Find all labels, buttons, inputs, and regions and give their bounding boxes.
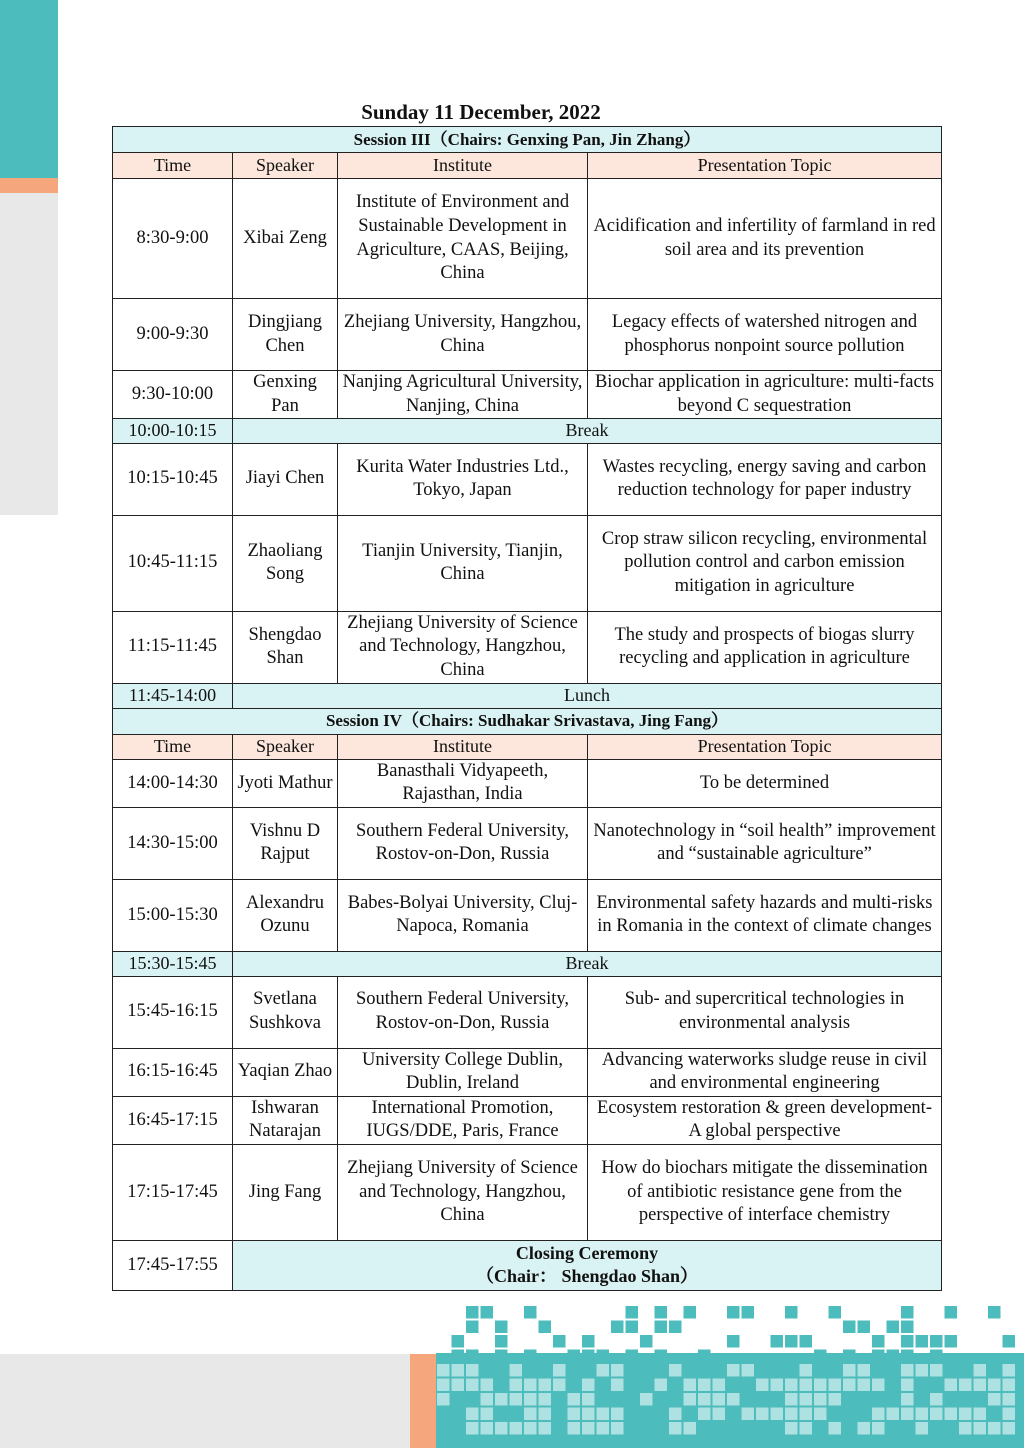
- talk-time: 9:30-10:00: [113, 371, 233, 419]
- header-topic: Presentation Topic: [588, 153, 942, 179]
- pattern-square: [568, 1350, 581, 1363]
- pattern-square: [466, 1364, 479, 1377]
- page-title: Sunday 11 December, 2022: [361, 100, 601, 124]
- pattern-square: [582, 1408, 595, 1421]
- pattern-square: [858, 1321, 871, 1334]
- header-topic: Presentation Topic: [588, 734, 942, 759]
- pattern-square: [481, 1379, 494, 1392]
- pattern-square: [872, 1350, 885, 1363]
- pattern-square: [698, 1350, 711, 1363]
- talk-time: 11:15-11:45: [113, 611, 233, 683]
- pattern-square: [872, 1379, 885, 1392]
- talk-time: 10:45-11:15: [113, 515, 233, 611]
- pattern-square: [901, 1306, 914, 1319]
- talk-time: 16:45-17:15: [113, 1096, 233, 1144]
- pattern-square: [800, 1408, 813, 1421]
- pattern-square: [727, 1364, 740, 1377]
- pattern-square: [800, 1379, 813, 1392]
- decorative-orange-block: [410, 1354, 436, 1448]
- pattern-square: [829, 1393, 842, 1406]
- pattern-square: [510, 1379, 523, 1392]
- pattern-square: [916, 1422, 929, 1435]
- schedule-table: [112, 126, 942, 1291]
- pattern-square: [626, 1321, 639, 1334]
- break-row: [113, 419, 942, 444]
- pattern-square: [814, 1408, 827, 1421]
- pattern-square: [466, 1306, 479, 1319]
- pattern-square: [452, 1335, 465, 1348]
- pattern-square: [785, 1393, 798, 1406]
- pattern-square: [466, 1422, 479, 1435]
- header-time: Time: [113, 153, 233, 179]
- talk-institute: Zhejiang University of Science and Technology, Hangzhou, China: [338, 1144, 588, 1240]
- pattern-square: [611, 1379, 624, 1392]
- pattern-square: [916, 1335, 929, 1348]
- pattern-square: [974, 1408, 987, 1421]
- table-row: [113, 443, 942, 515]
- pattern-square: [872, 1408, 885, 1421]
- pattern-square: [988, 1422, 1001, 1435]
- pattern-square: [553, 1379, 566, 1392]
- pattern-square: [988, 1393, 1001, 1406]
- column-header-row: [113, 153, 942, 179]
- table-row: [113, 1096, 942, 1144]
- pattern-square: [916, 1364, 929, 1377]
- pattern-square: [437, 1393, 450, 1406]
- pattern-square: [1003, 1379, 1016, 1392]
- pattern-square: [756, 1379, 769, 1392]
- pattern-square: [974, 1364, 987, 1377]
- talk-institute: Banasthali Vidyapeeth, Rajasthan, India: [338, 759, 588, 807]
- pattern-square: [843, 1379, 856, 1392]
- pattern-square: [1003, 1335, 1016, 1348]
- pattern-square: [930, 1335, 943, 1348]
- break-label: Break: [233, 419, 942, 444]
- column-header-row: [113, 734, 942, 759]
- talk-institute: International Promotion, IUGS/DDE, Paris, France: [338, 1096, 588, 1144]
- talk-speaker: Ishwaran Natarajan: [233, 1096, 338, 1144]
- talk-institute: Southern Federal University, Rostov-on-Don, Russia: [338, 976, 588, 1048]
- talk-speaker: Dingjiang Chen: [233, 299, 338, 371]
- pattern-square: [727, 1306, 740, 1319]
- pattern-square: [669, 1422, 682, 1435]
- pattern-square: [466, 1321, 479, 1334]
- talk-time: 15:45-16:15: [113, 976, 233, 1048]
- pattern-square: [582, 1393, 595, 1406]
- lunch-label: Lunch: [233, 683, 942, 708]
- pattern-square: [901, 1393, 914, 1406]
- talk-time: 8:30-9:00: [113, 179, 233, 299]
- table-row: [113, 179, 942, 299]
- session-header-row: [113, 127, 942, 153]
- pattern-square: [568, 1422, 581, 1435]
- pattern-square: [785, 1335, 798, 1348]
- pattern-square: [887, 1408, 900, 1421]
- pattern-square: [872, 1335, 885, 1348]
- pattern-square: [771, 1335, 784, 1348]
- pattern-square: [669, 1321, 682, 1334]
- pattern-square: [466, 1408, 479, 1421]
- talk-topic: Acidification and infertility of farmland in red soil area and its prevention: [588, 179, 942, 299]
- pattern-square: [698, 1393, 711, 1406]
- pattern-square: [669, 1408, 682, 1421]
- pattern-square: [756, 1408, 769, 1421]
- pattern-square: [655, 1350, 668, 1363]
- pattern-square: [626, 1350, 639, 1363]
- pattern-square: [930, 1350, 943, 1363]
- pattern-square: [959, 1379, 972, 1392]
- talk-topic: Advancing waterworks sludge reuse in civil and environmental engineering: [588, 1048, 942, 1096]
- pattern-square: [988, 1379, 1001, 1392]
- talk-institute: Nanjing Agricultural University, Nanjing, China: [338, 371, 588, 419]
- talk-institute: Zhejiang University, Hangzhou, China: [338, 299, 588, 371]
- lunch-time: 11:45-14:00: [113, 683, 233, 708]
- pattern-square: [785, 1379, 798, 1392]
- lunch-row: [113, 683, 942, 708]
- talk-speaker: Yaqian Zhao: [233, 1048, 338, 1096]
- talk-topic: The study and prospects of biogas slurry recycling and application in agriculture: [588, 611, 942, 683]
- pattern-square: [684, 1393, 697, 1406]
- pattern-square: [974, 1379, 987, 1392]
- pattern-square: [669, 1364, 682, 1377]
- pattern-square: [742, 1306, 755, 1319]
- pattern-square: [901, 1364, 914, 1377]
- talk-time: 17:15-17:45: [113, 1144, 233, 1240]
- pattern-square: [539, 1321, 552, 1334]
- pattern-square: [713, 1393, 726, 1406]
- pattern-square: [930, 1393, 943, 1406]
- talk-topic: Wastes recycling, energy saving and carbon reduction technology for paper industry: [588, 443, 942, 515]
- pattern-square: [582, 1350, 595, 1363]
- pattern-square: [495, 1422, 508, 1435]
- talk-institute: Zhejiang University of Science and Technology, Hangzhou, China: [338, 611, 588, 683]
- pattern-square: [843, 1350, 856, 1363]
- talk-time: 9:00-9:30: [113, 299, 233, 371]
- pattern-square: [858, 1379, 871, 1392]
- pattern-square: [1003, 1364, 1016, 1377]
- table-row: [113, 879, 942, 951]
- pattern-square: [843, 1321, 856, 1334]
- talk-speaker: Svetlana Sushkova: [233, 976, 338, 1048]
- table-row: [113, 807, 942, 879]
- talk-speaker: Jyoti Mathur: [233, 759, 338, 807]
- table-row: [113, 515, 942, 611]
- talk-institute: Kurita Water Industries Ltd., Tokyo, Japan: [338, 443, 588, 515]
- decorative-orange-stripe: [0, 178, 58, 193]
- pattern-square: [452, 1350, 465, 1363]
- pattern-square: [800, 1364, 813, 1377]
- pattern-square: [858, 1422, 871, 1435]
- pattern-square: [814, 1350, 827, 1363]
- pattern-square: [568, 1393, 581, 1406]
- pattern-square: [655, 1321, 668, 1334]
- pattern-square: [539, 1422, 552, 1435]
- pattern-square: [713, 1379, 726, 1392]
- pattern-square: [582, 1379, 595, 1392]
- talk-topic: Biochar application in agriculture: multi-facts beyond C sequestration: [588, 371, 942, 419]
- pattern-square: [785, 1408, 798, 1421]
- pattern-square: [524, 1408, 537, 1421]
- pattern-square: [727, 1335, 740, 1348]
- pattern-square: [568, 1408, 581, 1421]
- pattern-square: [437, 1379, 450, 1392]
- talk-topic: Nanotechnology in “soil health” improvement and “sustainable agriculture”: [588, 807, 942, 879]
- pattern-square: [524, 1422, 537, 1435]
- pattern-square: [481, 1408, 494, 1421]
- talk-time: 14:30-15:00: [113, 807, 233, 879]
- pattern-square: [481, 1393, 494, 1406]
- table-row: [113, 1048, 942, 1096]
- pattern-square: [597, 1422, 610, 1435]
- pattern-square: [814, 1379, 827, 1392]
- pattern-square: [640, 1335, 653, 1348]
- break-time: 15:30-15:45: [113, 951, 233, 976]
- pattern-square: [524, 1393, 537, 1406]
- break-label: Break: [233, 951, 942, 976]
- talk-institute: Southern Federal University, Rostov-on-Don, Russia: [338, 807, 588, 879]
- talk-time: 16:15-16:45: [113, 1048, 233, 1096]
- pattern-square: [495, 1393, 508, 1406]
- header-time: Time: [113, 734, 233, 759]
- pattern-square: [582, 1422, 595, 1435]
- session-title: Session III（Chairs: Genxing Pan, Jin Zhang）: [113, 127, 942, 153]
- closing-ceremony: [233, 1240, 942, 1290]
- pattern-square: [713, 1408, 726, 1421]
- talk-topic: Legacy effects of watershed nitrogen and phosphorus nonpoint source pollution: [588, 299, 942, 371]
- pattern-square: [655, 1306, 668, 1319]
- pattern-square: [800, 1422, 813, 1435]
- pattern-square: [611, 1364, 624, 1377]
- talk-speaker: Shengdao Shan: [233, 611, 338, 683]
- pattern-square: [800, 1335, 813, 1348]
- pattern-square: [626, 1306, 639, 1319]
- talk-speaker: Alexandru Ozunu: [233, 879, 338, 951]
- talk-time: 15:00-15:30: [113, 879, 233, 951]
- header-institute: Institute: [338, 734, 588, 759]
- talk-speaker: Genxing Pan: [233, 371, 338, 419]
- pattern-square: [959, 1408, 972, 1421]
- break-row: [113, 951, 942, 976]
- closing-chair: （Chair： Shengdao Shan）: [475, 1266, 699, 1287]
- pattern-square: [466, 1379, 479, 1392]
- pattern-square: [800, 1393, 813, 1406]
- talk-topic: Crop straw silicon recycling, environmental pollution control and carbon emission mitigation in agriculture: [588, 515, 942, 611]
- pattern-square: [524, 1350, 537, 1363]
- closing-time: 17:45-17:55: [113, 1240, 233, 1290]
- pattern-square: [901, 1379, 914, 1392]
- pattern-square: [698, 1379, 711, 1392]
- pattern-square: [916, 1408, 929, 1421]
- table-row: [113, 1144, 942, 1240]
- session-header-row: [113, 708, 942, 734]
- pattern-square: [945, 1408, 958, 1421]
- talk-topic: How do biochars mitigate the dissemination of antibiotic resistance gene from the perspective of interface chemistry: [588, 1144, 942, 1240]
- pattern-square: [843, 1364, 856, 1377]
- pattern-square: [539, 1393, 552, 1406]
- pattern-square: [771, 1408, 784, 1421]
- pattern-square: [945, 1306, 958, 1319]
- pattern-square: [611, 1321, 624, 1334]
- talk-speaker: Zhaoliang Song: [233, 515, 338, 611]
- decorative-pixel-pattern: [436, 1305, 1024, 1448]
- pattern-square: [539, 1408, 552, 1421]
- pattern-square: [524, 1306, 537, 1319]
- header-speaker: Speaker: [233, 734, 338, 759]
- talk-institute: Babes-Bolyai University, Cluj-Napoca, Romania: [338, 879, 588, 951]
- talk-institute: Institute of Environment and Sustainable Development in Agriculture, CAAS, Beijing, China: [338, 179, 588, 299]
- break-time: 10:00-10:15: [113, 419, 233, 444]
- talk-speaker: Vishnu D Rajput: [233, 807, 338, 879]
- pattern-square: [1003, 1393, 1016, 1406]
- pattern-square: [829, 1379, 842, 1392]
- pattern-square: [887, 1321, 900, 1334]
- decorative-teal-bar: [0, 0, 58, 178]
- pattern-square: [945, 1335, 958, 1348]
- pattern-square: [727, 1393, 740, 1406]
- pattern-square: [901, 1350, 914, 1363]
- talk-speaker: Xibai Zeng: [233, 179, 338, 299]
- decorative-gray-band: [0, 1354, 410, 1448]
- pattern-square: [597, 1350, 610, 1363]
- pattern-square: [539, 1379, 552, 1392]
- pattern-square: [611, 1408, 624, 1421]
- pattern-square: [1003, 1408, 1016, 1421]
- table-row: [113, 371, 942, 419]
- talk-institute: University College Dublin, Dublin, Ireland: [338, 1048, 588, 1096]
- talk-time: 14:00-14:30: [113, 759, 233, 807]
- pattern-square: [553, 1335, 566, 1348]
- pattern-square: [814, 1393, 827, 1406]
- pattern-square: [1003, 1422, 1016, 1435]
- table-row: [113, 299, 942, 371]
- talk-institute: Tianjin University, Tianjin, China: [338, 515, 588, 611]
- session-title: Session IV（Chairs: Sudhakar Srivastava, Jing Fang）: [113, 708, 942, 734]
- pattern-square: [582, 1335, 595, 1348]
- pattern-square: [988, 1306, 1001, 1319]
- decorative-gray-panel: [0, 193, 58, 515]
- pattern-square: [901, 1321, 914, 1334]
- header-institute: Institute: [338, 153, 588, 179]
- pattern-square: [771, 1379, 784, 1392]
- pattern-square: [684, 1379, 697, 1392]
- table-row: [113, 611, 942, 683]
- pattern-square: [510, 1393, 523, 1406]
- pattern-square: [510, 1422, 523, 1435]
- pattern-square: [437, 1364, 450, 1377]
- pattern-square: [959, 1422, 972, 1435]
- pattern-square: [742, 1364, 755, 1377]
- pattern-square: [481, 1306, 494, 1319]
- pattern-square: [901, 1335, 914, 1348]
- pattern-square: [901, 1408, 914, 1421]
- closing-row: [113, 1240, 942, 1290]
- pattern-square: [452, 1364, 465, 1377]
- header-speaker: Speaker: [233, 153, 338, 179]
- pattern-square: [945, 1379, 958, 1392]
- talk-time: 10:15-10:45: [113, 443, 233, 515]
- pattern-square: [524, 1379, 537, 1392]
- pattern-square: [872, 1422, 885, 1435]
- pattern-square: [829, 1306, 842, 1319]
- pattern-square: [597, 1408, 610, 1421]
- pattern-square: [495, 1350, 508, 1363]
- pattern-square: [742, 1408, 755, 1421]
- pattern-square: [611, 1422, 624, 1435]
- pattern-square: [510, 1364, 523, 1377]
- pattern-square: [655, 1379, 668, 1392]
- pattern-square: [698, 1408, 711, 1421]
- talk-topic: Ecosystem restoration & green development-A global perspective: [588, 1096, 942, 1144]
- pattern-square: [684, 1422, 697, 1435]
- pattern-square: [553, 1364, 566, 1377]
- pattern-square: [495, 1321, 508, 1334]
- pattern-square: [858, 1364, 871, 1377]
- pattern-square: [785, 1306, 798, 1319]
- pattern-square: [829, 1422, 842, 1435]
- talk-speaker: Jiayi Chen: [233, 443, 338, 515]
- pattern-square: [466, 1350, 479, 1363]
- pattern-square: [887, 1350, 900, 1363]
- closing-title: Closing Ceremony: [515, 1242, 659, 1263]
- talk-topic: Environmental safety hazards and multi-risks in Romania in the context of climate changes: [588, 879, 942, 951]
- talk-speaker: Jing Fang: [233, 1144, 338, 1240]
- talk-topic: Sub- and supercritical technologies in environmental analysis: [588, 976, 942, 1048]
- pattern-square: [640, 1393, 653, 1406]
- pattern-square: [930, 1364, 943, 1377]
- table-row: [113, 976, 942, 1048]
- pattern-square: [974, 1422, 987, 1435]
- pattern-square: [684, 1306, 697, 1319]
- pattern-square: [597, 1364, 610, 1377]
- table-row: [113, 759, 942, 807]
- pattern-square: [481, 1422, 494, 1435]
- pattern-square: [495, 1335, 508, 1348]
- talk-topic: To be determined: [588, 759, 942, 807]
- pattern-square: [452, 1379, 465, 1392]
- pattern-square: [785, 1422, 798, 1435]
- pattern-square: [930, 1408, 943, 1421]
